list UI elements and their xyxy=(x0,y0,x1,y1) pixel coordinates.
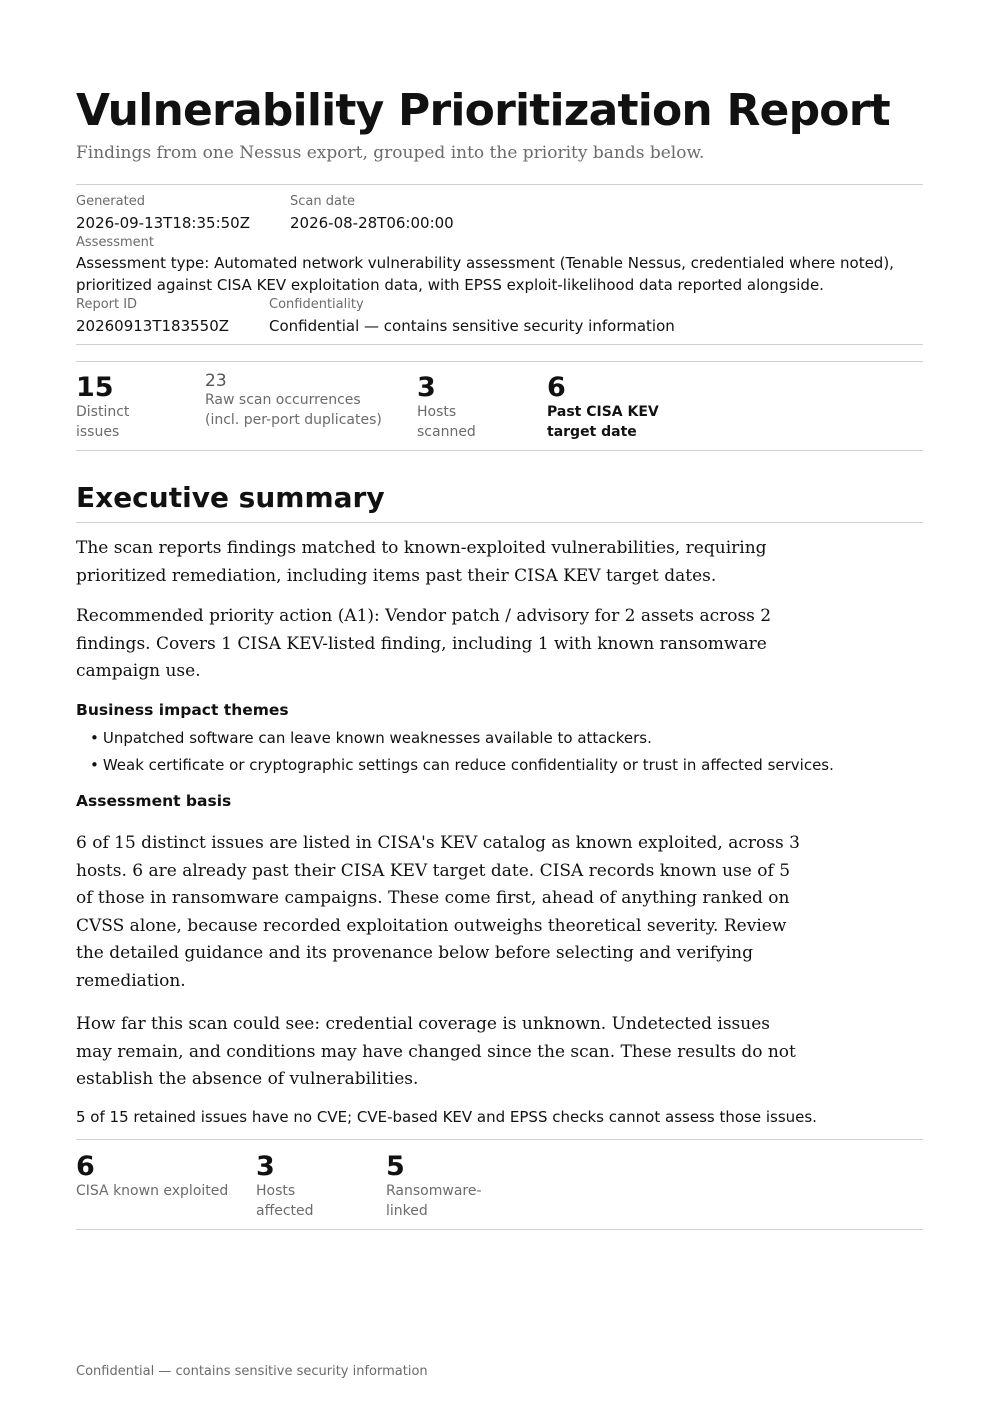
divider xyxy=(76,184,923,185)
coverage-paragraph: How far this scan could see: credential coverage is unknown. Undetected issues may remain, and conditions may have changed since the scan. These results do not establish the absence of vulnerabilities. xyxy=(76,1014,796,1089)
divider xyxy=(76,450,923,451)
list-item: • Unpatched software can leave known weaknesses available to attackers. xyxy=(90,725,834,752)
divider xyxy=(76,361,923,362)
stat-known-exploited-label: CISA known exploited xyxy=(76,1183,229,1199)
stat-ransomware-value: 5 xyxy=(386,1151,405,1182)
stat-hosts-affected-value: 3 xyxy=(256,1151,275,1182)
page-title: Vulnerability Prioritization Report xyxy=(76,85,890,136)
executive-summary-heading: Executive summary xyxy=(76,481,385,514)
page-subtitle: Findings from one Nessus export, grouped into the priority bands below. xyxy=(76,143,705,163)
priority-action-paragraph: Recommended priority action (A1): Vendor patch / advisory for 2 assets across 2 findings. Covers 1 CISA KEV-listed finding, including 1 with known ransomware campaign use. xyxy=(76,606,772,681)
assessment-label: Assessment xyxy=(76,235,154,250)
divider xyxy=(76,1139,923,1140)
kpi-distinct-issues-label: Distinct issues xyxy=(76,404,130,440)
scan-date-label: Scan date xyxy=(290,194,356,209)
assessment-basis-paragraph: 6 of 15 distinct issues are listed in CISA's KEV catalog as known exploited, across 3 hosts. 6 are already past their CISA KEV target date. CISA records known use of 5 of those in ransomware campaigns. These come first, ahead of anything ranked on CVSS alone, because recorded exploitation outweighs theoretical severity. Review the detailed guidance and its provenance below before selecting and verifying remediation. xyxy=(76,833,800,991)
kpi-hosts-scanned-value: 3 xyxy=(417,372,436,403)
divider xyxy=(76,1229,923,1230)
business-impact-heading: Business impact themes xyxy=(76,701,289,719)
business-impact-list xyxy=(90,725,834,779)
report-id-label: Report ID xyxy=(76,297,138,312)
kpi-past-kev-label: Past CISA KEV target date xyxy=(547,404,659,440)
confidentiality-value: Confidential — contains sensitive security information xyxy=(269,317,675,335)
footer-confidentiality: Confidential — contains sensitive security information xyxy=(76,1364,428,1379)
stat-ransomware-label: Ransomware-linked xyxy=(386,1183,482,1219)
generated-value: 2026-09-13T18:35:50Z xyxy=(76,214,250,232)
scan-date-value: 2026-08-28T06:00:00 xyxy=(290,214,454,232)
divider xyxy=(76,522,923,523)
report-id-value: 20260913T183550Z xyxy=(76,317,230,335)
kpi-raw-occurrences-value: 23 xyxy=(205,371,227,391)
kpi-distinct-issues-value: 15 xyxy=(76,372,114,403)
confidentiality-label: Confidentiality xyxy=(269,297,364,312)
kpi-hosts-scanned-label: Hosts scanned xyxy=(417,404,476,440)
summary-paragraph: The scan reports findings matched to known-exploited vulnerabilities, requiring prioritized remediation, including items past their CISA KEV target dates. xyxy=(76,538,767,586)
stat-known-exploited-value: 6 xyxy=(76,1151,95,1182)
generated-label: Generated xyxy=(76,194,145,209)
kpi-raw-occurrences-label: Raw scan occurrences (incl. per-port duplicates) xyxy=(205,392,382,428)
assessment-basis-heading: Assessment basis xyxy=(76,792,232,810)
cve-note: 5 of 15 retained issues have no CVE; CVE-based KEV and EPSS checks cannot assess those issues. xyxy=(76,1108,817,1126)
list-item: • Weak certificate or cryptographic settings can reduce confidentiality or trust in affected services. xyxy=(90,752,834,779)
divider xyxy=(76,344,923,345)
assessment-value: Assessment type: Automated network vulnerability assessment (Tenable Nessus, credentialed where noted), prioritized against CISA KEV exploitation data, with EPSS exploit-likelihood data reported alongside. xyxy=(76,254,894,294)
stat-hosts-affected-label: Hosts affected xyxy=(256,1183,314,1219)
kpi-past-kev-value: 6 xyxy=(547,372,566,403)
